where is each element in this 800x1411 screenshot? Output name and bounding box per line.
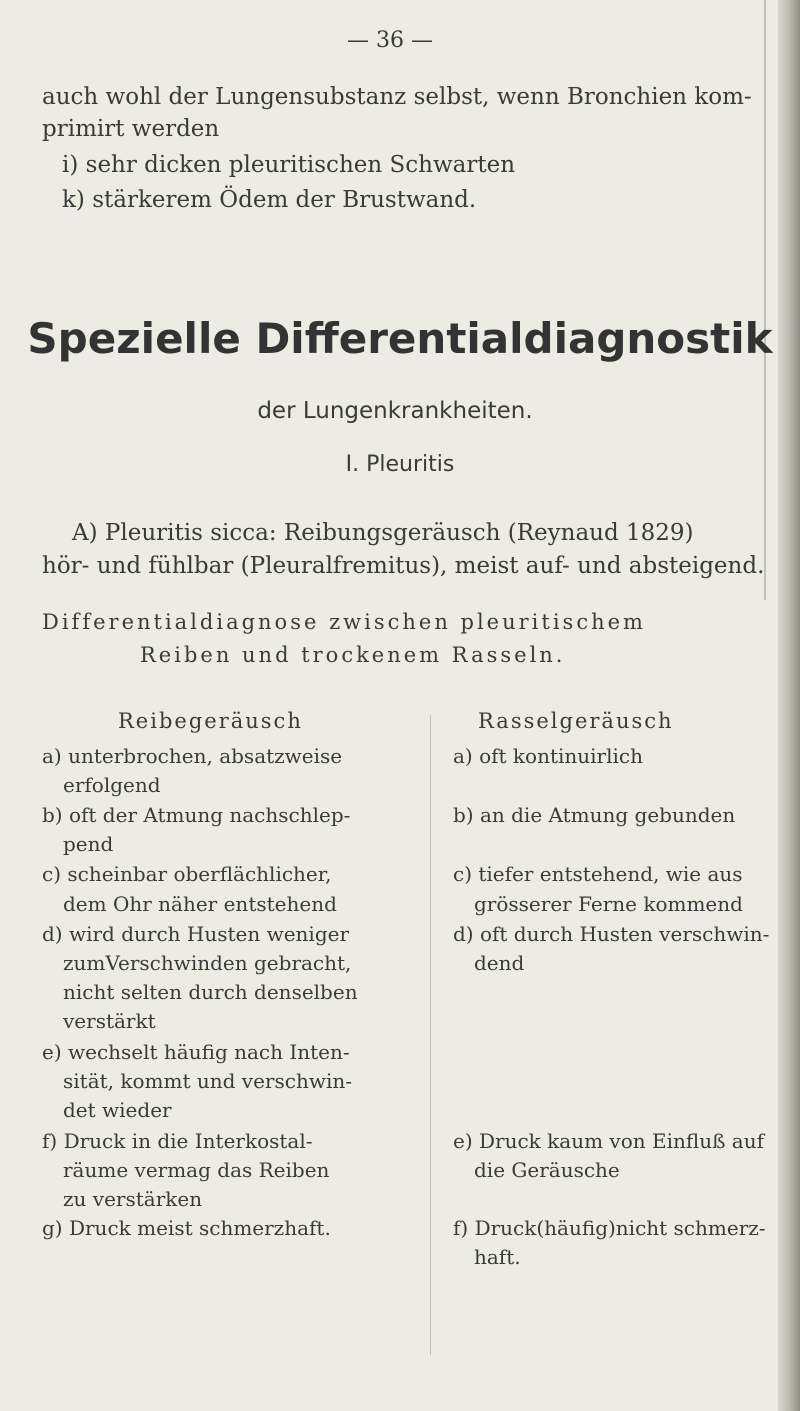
left-item-e-1: e) wechselt häufig nach Inten- bbox=[42, 1040, 350, 1064]
left-item-f-3: zu verstärken bbox=[63, 1187, 203, 1211]
left-item-e-3: det wieder bbox=[63, 1098, 172, 1122]
left-item-d-2: zumVerschwinden gebracht, bbox=[63, 951, 352, 975]
diagnosis-heading-line-1: Differentialdiagnose zwischen pleuritischem bbox=[42, 610, 646, 634]
right-item-e-1: e) Druck kaum von Einfluß auf bbox=[453, 1129, 764, 1153]
left-item-g-1: g) Druck meist schmerzhaft. bbox=[42, 1216, 331, 1240]
left-item-e-2: sität, kommt und verschwin- bbox=[63, 1069, 352, 1093]
intro-line-1: auch wohl der Lungensubstanz selbst, wenn Bronchien kom- bbox=[42, 84, 752, 110]
left-item-a-2: erfolgend bbox=[63, 773, 161, 797]
page-subtitle: der Lungenkrankheiten. bbox=[257, 398, 533, 424]
column-divider bbox=[430, 715, 431, 1355]
right-column-header: Rasselgeräusch bbox=[478, 709, 674, 733]
right-item-f-1: f) Druck(häufig)nicht schmerz- bbox=[453, 1216, 766, 1240]
left-item-d-1: d) wird durch Husten weniger bbox=[42, 922, 350, 946]
left-item-a-1: a) unterbrochen, absatzweise bbox=[42, 744, 343, 768]
page-number: — 36 — bbox=[347, 28, 433, 53]
right-item-a-1: a) oft kontinuirlich bbox=[453, 744, 643, 768]
right-item-e-2: die Geräusche bbox=[474, 1158, 620, 1182]
intro-line-2: primirt werden bbox=[42, 116, 220, 142]
left-column-header: Reibegeräusch bbox=[118, 709, 303, 733]
intro-line-3: i) sehr dicken pleuritischen Schwarten bbox=[62, 152, 516, 178]
left-item-c-2: dem Ohr näher entstehend bbox=[63, 892, 337, 916]
intro-line-4: k) stärkerem Ödem der Brustwand. bbox=[62, 187, 477, 213]
paragraph-a-line-1: A) Pleuritis sicca: Reibungsgeräusch (Reynaud 1829) bbox=[72, 520, 694, 546]
section-heading: I. Pleuritis bbox=[345, 452, 455, 477]
page-fold-line bbox=[764, 0, 766, 600]
paragraph-a-line-2: hör- und fühlbar (Pleuralfremitus), meist auf- und absteigend. bbox=[42, 553, 765, 579]
left-item-f-1: f) Druck in die Interkostal- bbox=[42, 1129, 313, 1153]
right-item-c-1: c) tiefer entstehend, wie aus bbox=[453, 862, 743, 886]
page-title: Spezielle Differentialdiagnostik bbox=[27, 314, 773, 363]
left-item-b-1: b) oft der Atmung nachschlep- bbox=[42, 803, 351, 827]
page-edge bbox=[778, 0, 800, 1411]
left-item-d-4: verstärkt bbox=[63, 1009, 156, 1033]
right-item-d-1: d) oft durch Husten verschwin- bbox=[453, 922, 770, 946]
left-item-b-2: pend bbox=[63, 832, 114, 856]
right-item-c-2: grösserer Ferne kommend bbox=[474, 892, 743, 916]
left-item-f-2: räume vermag das Reiben bbox=[63, 1158, 330, 1182]
left-item-c-1: c) scheinbar oberflächlicher, bbox=[42, 862, 332, 886]
right-item-f-2: haft. bbox=[474, 1245, 521, 1269]
left-item-d-3: nicht selten durch denselben bbox=[63, 980, 358, 1004]
right-item-d-2: dend bbox=[474, 951, 525, 975]
right-item-b-1: b) an die Atmung gebunden bbox=[453, 803, 736, 827]
diagnosis-heading-line-2: Reiben und trockenem Rasseln. bbox=[140, 643, 566, 667]
